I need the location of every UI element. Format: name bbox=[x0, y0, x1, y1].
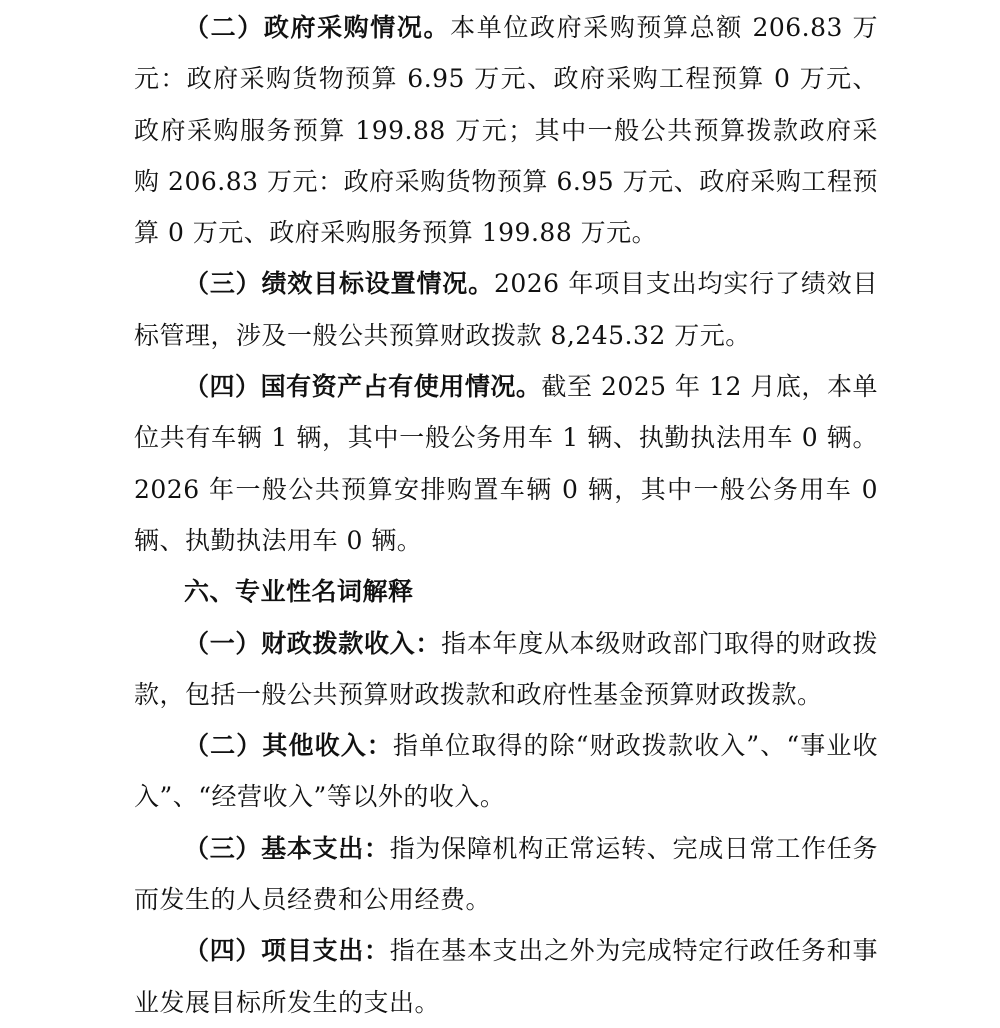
term-body: 指为保障机构正常运转、完成日常工作任务而发生的人员经费和公用经费。 bbox=[134, 833, 878, 915]
term-definition bbox=[134, 720, 878, 823]
paragraph-procurement bbox=[134, 2, 878, 258]
term-definition bbox=[134, 823, 878, 926]
term-body: 指单位取得的除“财政拨款收入”、“事业收入”、“经营收入”等以外的收入。 bbox=[134, 731, 878, 812]
document-page bbox=[134, 0, 878, 1028]
paragraph-performance bbox=[134, 258, 878, 361]
paragraph-lead: （三）绩效目标设置情况。 bbox=[184, 269, 494, 299]
paragraph-assets bbox=[134, 361, 878, 566]
paragraph-body: 2026 年项目支出均实行了绩效目标管理，涉及一般公共预算财政拨款 8,245.32 万元。 bbox=[134, 269, 878, 350]
term-body: 指在基本支出之外为完成特定行政任务和事业发展目标所发生的支出。 bbox=[134, 936, 878, 1017]
term-name: （一）财政拨款收入： bbox=[184, 628, 442, 658]
section-heading: 六、专业性名词解释 bbox=[184, 577, 414, 607]
term-body: 指本年度从本级财政部门取得的财政拨款，包括一般公共预算财政拨款和政府性基金预算财政拨款。 bbox=[134, 628, 878, 709]
term-definition bbox=[134, 618, 878, 721]
paragraph-body: 截至 2025 年 12 月底，本单位共有车辆 1 辆，其中一般公务用车 1 辆、执勤执法用车 0 辆。2026 年一般公共预算安排购置车辆 0 辆，其中一般公务用车 0 辆、执勤执法用车 0 辆。 bbox=[134, 372, 878, 555]
term-name: （二）其他收入： bbox=[184, 731, 393, 761]
paragraph-lead: （四）国有资产占有使用情况。 bbox=[184, 372, 542, 402]
term-name: （三）基本支出： bbox=[184, 833, 390, 863]
paragraph-lead: （二）政府采购情况。 bbox=[184, 13, 451, 42]
term-name: （四）项目支出： bbox=[184, 936, 390, 966]
term-definition bbox=[134, 925, 878, 1028]
paragraph-body: 本单位政府采购预算总额 206.83 万元：政府采购货物预算 6.95 万元、政府采购工程预算 0 万元、政府采购服务预算 199.88 万元；其中一般公共预算拨款政府采购 206.83 万元：政府采购货物预算 6.95 万元、政府采购工程预算 0 万元、政府采购服务预算 199.88 万元。 bbox=[134, 13, 878, 248]
